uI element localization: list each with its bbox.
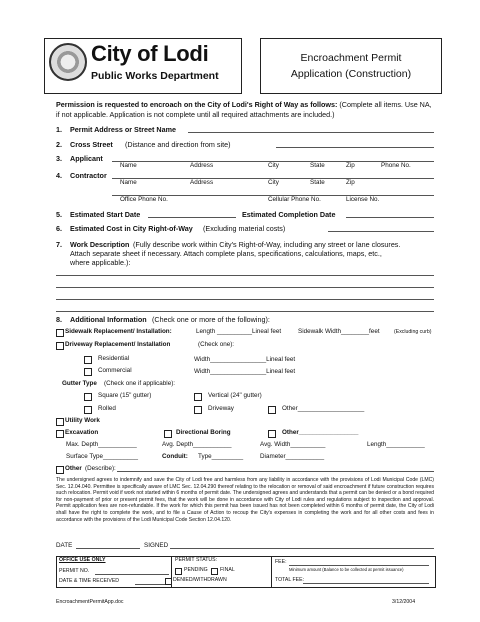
- applicant-name-sublabel: Name: [120, 162, 137, 169]
- completion-date-field[interactable]: [346, 217, 434, 218]
- driveway-checkbox[interactable]: [56, 342, 64, 350]
- estimated-cost-label: Estimated Cost in City Right-of-Way: [70, 224, 193, 233]
- work-description-hint-3: where applicable.):: [70, 258, 131, 267]
- item-5-number: 5.: [56, 210, 62, 219]
- commercial-checkbox[interactable]: [84, 368, 92, 376]
- other-description-hint: (Describe):: [85, 465, 116, 472]
- form-title-line2: Application (Construction): [290, 68, 412, 80]
- max-depth-field[interactable]: Max. Depth___________: [66, 441, 137, 448]
- length-field[interactable]: Length___________: [367, 441, 425, 448]
- residential-label: Residential: [98, 355, 130, 362]
- avg-depth-field[interactable]: Avg. Depth___________: [162, 441, 232, 448]
- utility-work-label: Utility Work: [65, 417, 100, 424]
- item-1-number: 1.: [56, 125, 62, 134]
- denied-label: DENIED/WITHDRAWN: [173, 577, 227, 583]
- contractor-city-sublabel: City: [268, 179, 279, 186]
- rolled-gutter-checkbox[interactable]: [84, 406, 92, 414]
- excluding-curb-note: (Excluding curb): [394, 329, 432, 335]
- denied-checkbox[interactable]: [165, 578, 172, 585]
- permit-no-field[interactable]: [95, 574, 169, 575]
- min-amount-note: Minimum amount (Balance to be collected at permit issuance): [289, 567, 404, 572]
- work-description-line-3[interactable]: [56, 299, 434, 300]
- pending-label: PENDING: [184, 567, 208, 573]
- date-received-field[interactable]: [135, 584, 169, 585]
- footer-date: 3/12/2004: [392, 599, 416, 605]
- residential-checkbox[interactable]: [84, 356, 92, 364]
- office-phone-sublabel: Office Phone No.: [120, 196, 168, 203]
- permit-address-label: Permit Address or Street Name: [70, 125, 176, 134]
- permit-status-label: PERMIT STATUS:: [175, 557, 218, 563]
- form-title-box: [260, 38, 442, 94]
- vertical-gutter-checkbox[interactable]: [194, 393, 202, 401]
- commercial-label: Commercial: [98, 367, 132, 374]
- diameter-field[interactable]: Diameter___________: [260, 453, 325, 460]
- work-description-line-1[interactable]: [56, 275, 434, 276]
- city-header-box: [44, 38, 242, 94]
- item-8-number: 8.: [56, 315, 62, 324]
- applicant-address-sublabel: Address: [190, 162, 214, 169]
- form-title-line1: Encroachment Permit: [300, 52, 402, 64]
- work-description-line-4[interactable]: [56, 311, 434, 312]
- work-description-label: Work Description: [70, 240, 130, 249]
- license-sublabel: License No.: [346, 196, 380, 203]
- item-6-number: 6.: [56, 224, 62, 233]
- applicant-phone-sublabel: Phone No.: [381, 162, 411, 169]
- sidewalk-length: Length __________Lineal feet: [196, 328, 282, 335]
- surface-type-field[interactable]: Surface Type__________: [66, 453, 139, 460]
- applicant-city-sublabel: City: [268, 162, 279, 169]
- completion-date-label: Estimated Completion Date: [242, 210, 336, 219]
- applicant-label: Applicant: [70, 154, 103, 163]
- excavation-checkbox[interactable]: [56, 430, 64, 438]
- rolled-gutter-label: Rolled: [98, 405, 116, 412]
- item-7-number: 7.: [56, 240, 62, 249]
- final-label: FINAL: [220, 567, 235, 573]
- office-divider-2: [271, 557, 272, 587]
- square-gutter-label: Square (15" gutter): [98, 392, 152, 399]
- contractor-zip-sublabel: Zip: [346, 179, 355, 186]
- residential-width: Width________________Lineal feet: [194, 356, 296, 363]
- permit-no-label: PERMIT NO.: [59, 568, 90, 574]
- contractor-label: Contractor: [70, 171, 107, 180]
- conduit-type-field[interactable]: Type_________: [198, 453, 244, 460]
- signature-field[interactable]: [170, 548, 434, 549]
- other-description-label: Other: [65, 465, 82, 472]
- cross-street-hint: (Distance and direction from site): [125, 140, 231, 149]
- fee-field[interactable]: [289, 565, 429, 566]
- date-label: DATE: [56, 542, 73, 549]
- driveway-gutter-checkbox[interactable]: [194, 406, 202, 414]
- vertical-gutter-label: Vertical (24" gutter): [208, 392, 262, 399]
- excavation-label: Excavation: [65, 429, 99, 436]
- contractor-address-sublabel: Address: [190, 179, 214, 186]
- estimated-cost-hint: (Excluding material costs): [203, 224, 286, 233]
- other-utility-checkbox[interactable]: [268, 430, 276, 438]
- sidewalk-width: Sidewalk Width________feet: [298, 328, 380, 335]
- applicant-state-sublabel: State: [310, 162, 325, 169]
- start-date-label: Estimated Start Date: [70, 210, 141, 219]
- signed-label: SIGNED: [144, 542, 169, 549]
- conduit-label: Conduit:: [162, 453, 188, 460]
- date-field[interactable]: [76, 548, 140, 549]
- gutter-type-hint: (Check one if applicable):: [104, 380, 176, 387]
- additional-info-hint: (Check one or more of the following):: [152, 315, 270, 324]
- driveway-gutter-label: Driveway: [208, 405, 234, 412]
- contractor-name-sublabel: Name: [120, 179, 137, 186]
- intro-rest: (Complete all items. Use NA, if not applicable. Application is not complete until all required attachments are included.): [56, 100, 432, 119]
- item-4-number: 4.: [56, 171, 62, 180]
- utility-work-checkbox[interactable]: [56, 418, 64, 426]
- date-received-label: DATE & TIME RECEIVED: [59, 578, 120, 584]
- cross-street-label: Cross Street: [70, 140, 113, 149]
- other-gutter-checkbox[interactable]: [268, 406, 276, 414]
- work-description-hint-1: (Fully describe work within City's Right-of-Way, including any street or lane closures.: [133, 240, 401, 249]
- boring-checkbox[interactable]: [164, 430, 172, 438]
- estimated-cost-field[interactable]: [328, 231, 434, 232]
- intro-text: [56, 100, 436, 120]
- city-seal-icon: [49, 43, 87, 81]
- pending-checkbox[interactable]: [175, 568, 182, 575]
- work-description-line-2[interactable]: [56, 287, 434, 288]
- contractor-state-sublabel: State: [310, 179, 325, 186]
- other-gutter-label: Other___________________: [282, 405, 365, 412]
- city-name: City of Lodi: [91, 41, 209, 66]
- office-use-box: [56, 556, 436, 588]
- intro-bold: Permission is requested to encroach on the City of Lodi's Right of Way as follows:: [56, 100, 338, 109]
- cross-street-field[interactable]: [276, 147, 434, 148]
- final-checkbox[interactable]: [211, 568, 218, 575]
- commercial-width: Width________________Lineal feet: [194, 368, 296, 375]
- item-3-number: 3.: [56, 154, 62, 163]
- start-date-field[interactable]: [148, 217, 236, 218]
- other-utility-label: Other_________________: [282, 429, 359, 436]
- work-description-hint-2: Attach separate sheet if necessary. Attach complete plans, specifications, calculations, maps, etc.,: [70, 249, 382, 258]
- permit-address-field[interactable]: [188, 132, 434, 133]
- applicant-zip-sublabel: Zip: [346, 162, 355, 169]
- total-fee-field[interactable]: [303, 583, 429, 584]
- square-gutter-checkbox[interactable]: [84, 393, 92, 401]
- other-description-field[interactable]: [117, 471, 434, 472]
- additional-info-label: Additional Information: [70, 315, 147, 324]
- driveway-hint: (Check one):: [198, 341, 235, 348]
- footer-filename: EncroachmentPermitApp.doc: [56, 599, 124, 605]
- sidewalk-checkbox[interactable]: [56, 329, 64, 337]
- sidewalk-label: Sidewalk Replacement/ Installation:: [65, 328, 172, 335]
- fee-label: FEE:: [275, 559, 287, 565]
- department-name: Public Works Department: [91, 70, 219, 82]
- other-description-checkbox[interactable]: [56, 466, 64, 474]
- boring-label: Directional Boring: [176, 429, 231, 436]
- avg-width-field[interactable]: Avg. Width__________: [260, 441, 326, 448]
- total-fee-label: TOTAL FEE:: [275, 577, 305, 583]
- cell-phone-sublabel: Cellular Phone No.: [268, 196, 321, 203]
- office-use-label: OFFICE USE ONLY: [59, 557, 106, 563]
- gutter-type-label: Gutter Type: [62, 380, 97, 387]
- indemnification-text: The undersigned agrees to indemnify and save the City of Lodi free and harmless from any liability in accordance with the provisions of Lodi Municipal Code (LMC) Sec. 12.04.040. Permittee is specifically aware of LMC Sec. 12.04.290 thereof relating to the relocation or removal of said encroachment if future construction requires such relocation. Permit void if work not started within 6 months of permit date. The undersigned agrees and understands that a permit can be denied or a bond required for non-payment of prior or present permit fees, that the work will be done in accordance with City of Lodi rules and regulations subject to inspection and approval. Permit application fees are non-refundable. If the work for which this permit has been issued has not been completed within 6 months of permit date, the City of Lodi shall have the right to complete the work, and to file a Cause of Action to recoup the City's expenses in completing the work and for all other costs and fees in accordance with the provisions of the Lodi Municipal Code Section 12.04.120.: [56, 477, 434, 523]
- item-2-number: 2.: [56, 140, 62, 149]
- driveway-label: Driveway Replacement/ Installation: [65, 341, 171, 348]
